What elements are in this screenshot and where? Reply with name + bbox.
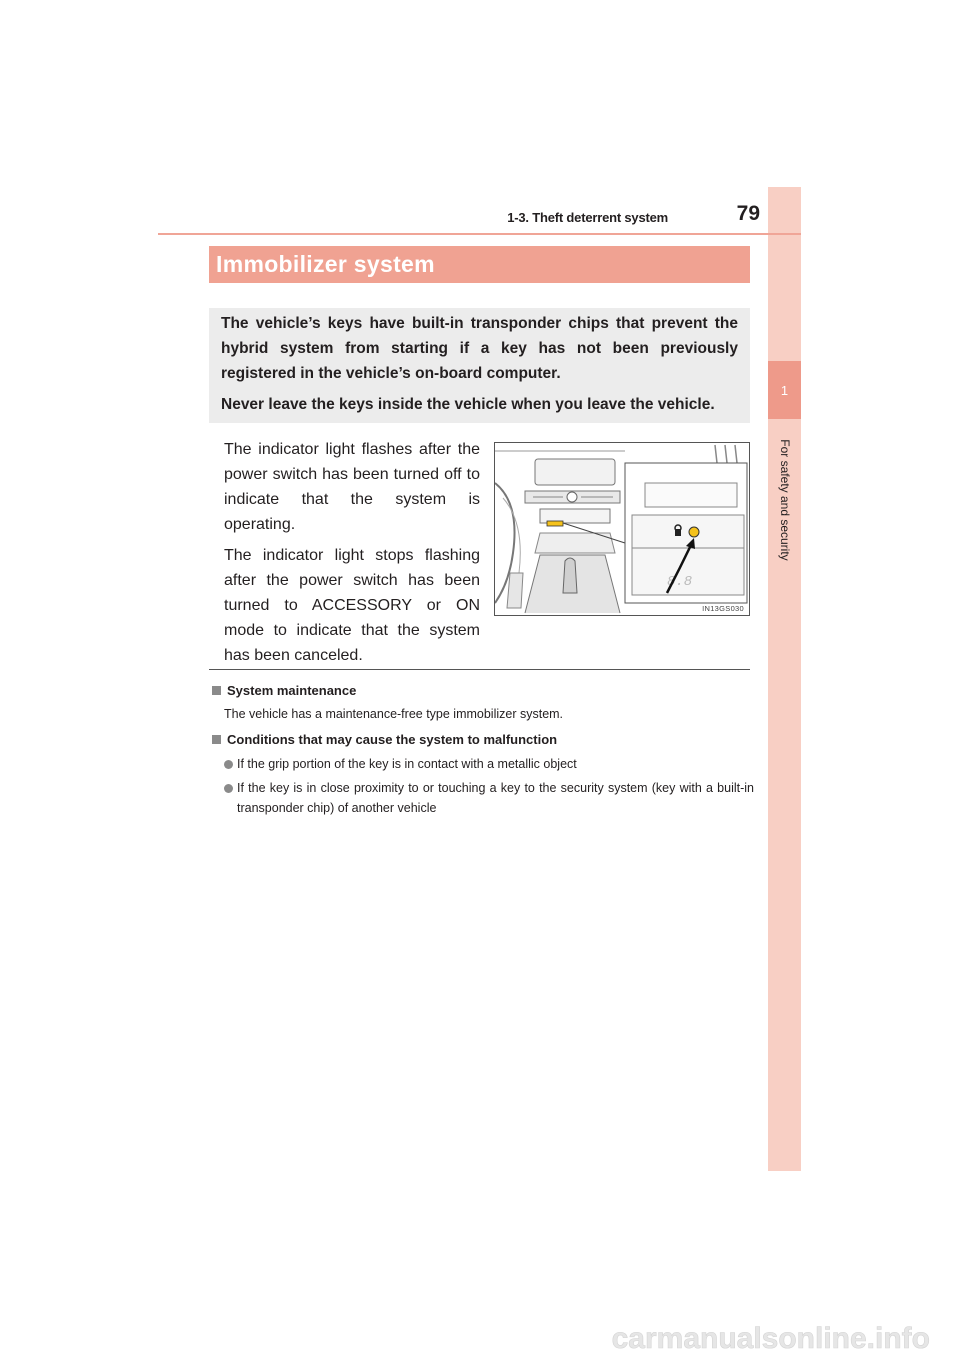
intro-paragraph-1: The vehicle’s keys have built-in transponder chips that prevent the hybrid system from starting if a key has not been previously registered in the vehicle’s on-board computer.: [221, 315, 738, 382]
circle-bullet-icon: [224, 784, 233, 793]
chapter-label: For safety and security: [778, 439, 792, 561]
notes-divider: [209, 669, 750, 670]
note-heading: [209, 681, 754, 701]
page-title: Immobilizer system: [209, 246, 750, 283]
section-label: 1-3. Theft deterrent system: [507, 210, 668, 225]
dashboard-drawing: [495, 443, 749, 615]
square-bullet-icon: [212, 735, 221, 744]
body-paragraph-1: The indicator light flashes after the power switch has been turned off to indicate that the system is operating.: [224, 441, 480, 533]
dashboard-illustration: [494, 442, 750, 616]
note-text: The vehicle has a maintenance-free type immobilizer system.: [224, 706, 564, 721]
note-heading-text: System maintenance: [227, 683, 357, 698]
illustration-code: IN13GS030: [702, 604, 744, 613]
body-text: [224, 437, 480, 674]
chapter-number: 1: [768, 361, 801, 419]
note-heading-text: Conditions that may cause the system to malfunction: [227, 732, 558, 747]
intro-box: [209, 308, 750, 423]
side-tab: [768, 187, 801, 1171]
watermark-text: carmanualsonline.info: [611, 1322, 930, 1355]
note-heading: [209, 730, 754, 750]
list-item: [209, 755, 754, 775]
list-item-text: If the key is in close proximity to or touching a key to the security system (key with a built-in transponder chip) of another vehicle: [237, 781, 754, 815]
intro-paragraph-2: Never leave the keys inside the vehicle when you leave the vehicle.: [221, 396, 715, 413]
square-bullet-icon: [212, 686, 221, 695]
circle-bullet-icon: [224, 760, 233, 769]
body-paragraph-2: The indicator light stops flashing after the power switch has been turned to ACCESSORY or ON mode to indicate that the system has been canceled.: [224, 547, 480, 664]
indicator-location: [547, 521, 563, 526]
list-item-text: If the grip portion of the key is in contact with a metallic object: [237, 756, 577, 771]
header-rule: [158, 233, 801, 235]
page-number: 79: [736, 202, 760, 225]
watermark: [0, 1318, 960, 1358]
notes-section: [209, 681, 754, 818]
list-item: [209, 779, 754, 818]
svg-text:8.8: 8.8: [667, 574, 693, 590]
